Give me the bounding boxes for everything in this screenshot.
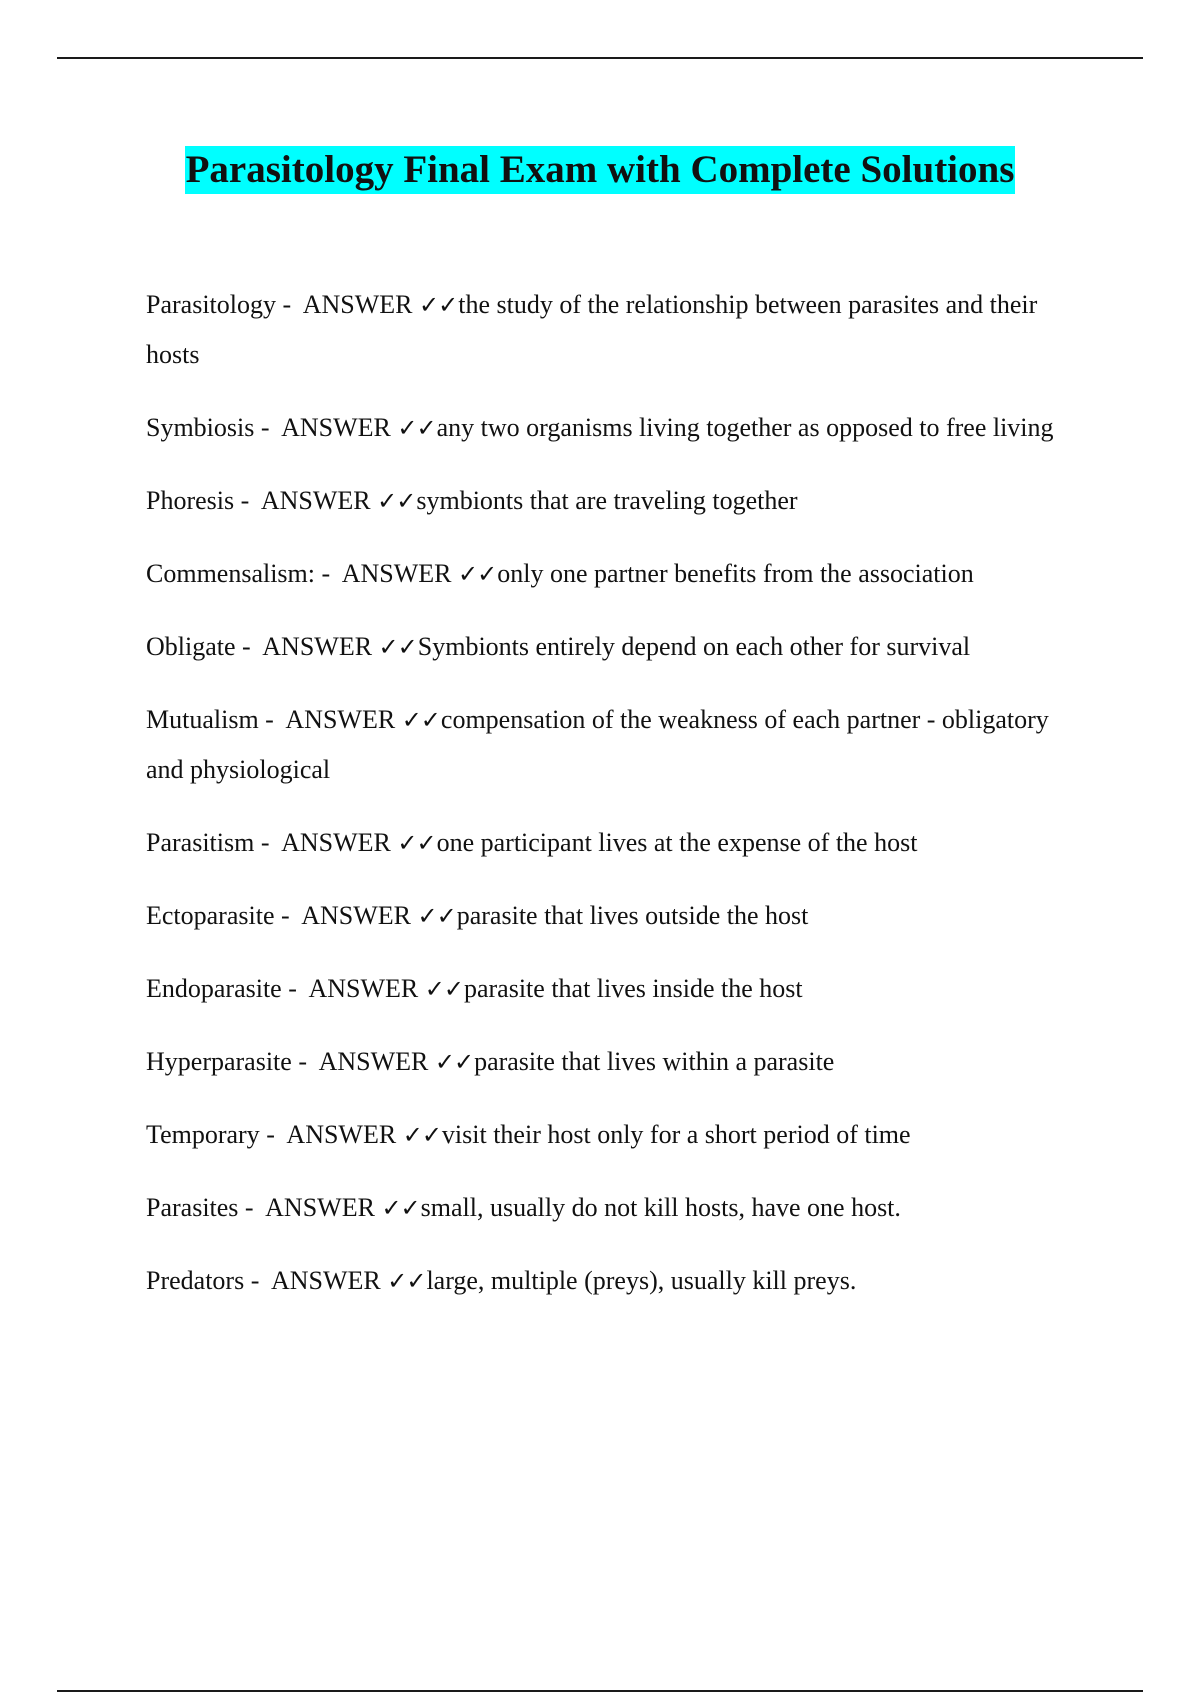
- qa-item: [146, 280, 1076, 380]
- qa-term: Parasites: [146, 1193, 239, 1222]
- qa-definition: large, multiple (preys), usually kill preys.: [426, 1266, 857, 1295]
- qa-separator: -: [258, 705, 286, 734]
- qa-definition: visit their host only for a short period of time: [441, 1120, 911, 1149]
- answer-label: ANSWER: [260, 486, 371, 515]
- qa-separator: -: [259, 1120, 287, 1149]
- qa-definition: parasite that lives outside the host: [456, 901, 809, 930]
- qa-definition: one participant lives at the expense of the host: [436, 828, 918, 857]
- double-check-icon: ✓✓: [424, 975, 463, 1003]
- answer-label: ANSWER: [265, 1193, 375, 1222]
- answer-label: ANSWER: [302, 290, 413, 319]
- answer-label: ANSWER: [270, 1266, 381, 1295]
- qa-term: Parasitology: [146, 290, 276, 319]
- qa-item: [146, 695, 1076, 795]
- qa-term: Hyperparasite: [146, 1047, 292, 1076]
- qa-separator: -: [291, 1047, 319, 1076]
- qa-separator: -: [315, 559, 342, 588]
- qa-item: [146, 818, 1076, 868]
- answer-label: ANSWER: [318, 1047, 429, 1076]
- qa-term: Predators: [146, 1266, 245, 1295]
- answer-label: ANSWER: [301, 901, 412, 930]
- double-check-icon: ✓✓: [401, 706, 440, 734]
- double-check-icon: ✓✓: [419, 291, 458, 319]
- qa-separator: -: [276, 290, 303, 319]
- qa-item: [146, 549, 1076, 599]
- qa-item: [146, 964, 1076, 1014]
- answer-label: ANSWER: [308, 974, 419, 1003]
- qa-separator: -: [281, 974, 309, 1003]
- top-rule: [57, 57, 1143, 59]
- title-container: [0, 146, 1200, 194]
- qa-definition: symbionts that are traveling together: [416, 486, 798, 515]
- qa-separator: -: [254, 413, 282, 442]
- qa-separator: -: [234, 486, 261, 515]
- double-check-icon: ✓✓: [397, 414, 436, 442]
- qa-term: Mutualism: [146, 705, 259, 734]
- answer-label: ANSWER: [281, 828, 391, 857]
- double-check-icon: ✓✓: [434, 1048, 474, 1076]
- qa-item: [146, 476, 1076, 526]
- qa-term: Ectoparasite: [146, 901, 275, 930]
- answer-label: ANSWER: [286, 1120, 397, 1149]
- qa-definition: the study of the relationship between parasites and their hosts: [146, 290, 1038, 369]
- qa-separator: -: [244, 1266, 271, 1295]
- qa-term: Parasitism: [146, 828, 255, 857]
- double-check-icon: ✓✓: [381, 1194, 420, 1222]
- qa-term: Endoparasite: [146, 974, 282, 1003]
- answer-label: ANSWER: [341, 559, 452, 588]
- qa-item: [146, 891, 1076, 941]
- qa-item: [146, 1110, 1076, 1160]
- qa-term: Symbiosis: [146, 413, 255, 442]
- double-check-icon: ✓✓: [417, 902, 456, 930]
- qa-item: [146, 403, 1076, 453]
- qa-definition: small, usually do not kill hosts, have one host.: [420, 1193, 901, 1222]
- qa-term: Phoresis: [146, 486, 235, 515]
- qa-list: [146, 280, 1076, 1329]
- qa-term: Temporary: [146, 1120, 260, 1149]
- double-check-icon: ✓✓: [378, 633, 417, 661]
- qa-item: [146, 1256, 1076, 1306]
- qa-definition: only one partner benefits from the association: [497, 559, 974, 588]
- qa-term: Commensalism:: [146, 559, 315, 588]
- qa-definition: compensation of the weakness of each partner - obligatory and physiological: [146, 705, 1049, 784]
- qa-separator: -: [274, 901, 302, 930]
- qa-definition: any two organisms living together as opposed to free living: [436, 413, 1054, 442]
- qa-item: [146, 1183, 1076, 1233]
- double-check-icon: ✓✓: [458, 560, 497, 588]
- qa-term: Obligate: [146, 632, 236, 661]
- answer-label: ANSWER: [262, 632, 373, 661]
- qa-definition: parasite that lives inside the host: [463, 974, 803, 1003]
- page-title: Parasitology Final Exam with Complete Solutions: [185, 146, 1016, 194]
- qa-separator: -: [254, 828, 282, 857]
- answer-label: ANSWER: [285, 705, 396, 734]
- qa-definition: Symbionts entirely depend on each other for survival: [417, 632, 971, 661]
- qa-definition: parasite that lives within a parasite: [474, 1047, 835, 1076]
- qa-separator: -: [238, 1193, 266, 1222]
- qa-item: [146, 622, 1076, 672]
- double-check-icon: ✓✓: [397, 829, 436, 857]
- answer-label: ANSWER: [281, 413, 391, 442]
- double-check-icon: ✓✓: [402, 1121, 441, 1149]
- double-check-icon: ✓✓: [377, 487, 416, 515]
- bottom-rule: [57, 1690, 1143, 1692]
- double-check-icon: ✓✓: [387, 1267, 426, 1295]
- qa-item: [146, 1037, 1076, 1087]
- qa-separator: -: [235, 632, 263, 661]
